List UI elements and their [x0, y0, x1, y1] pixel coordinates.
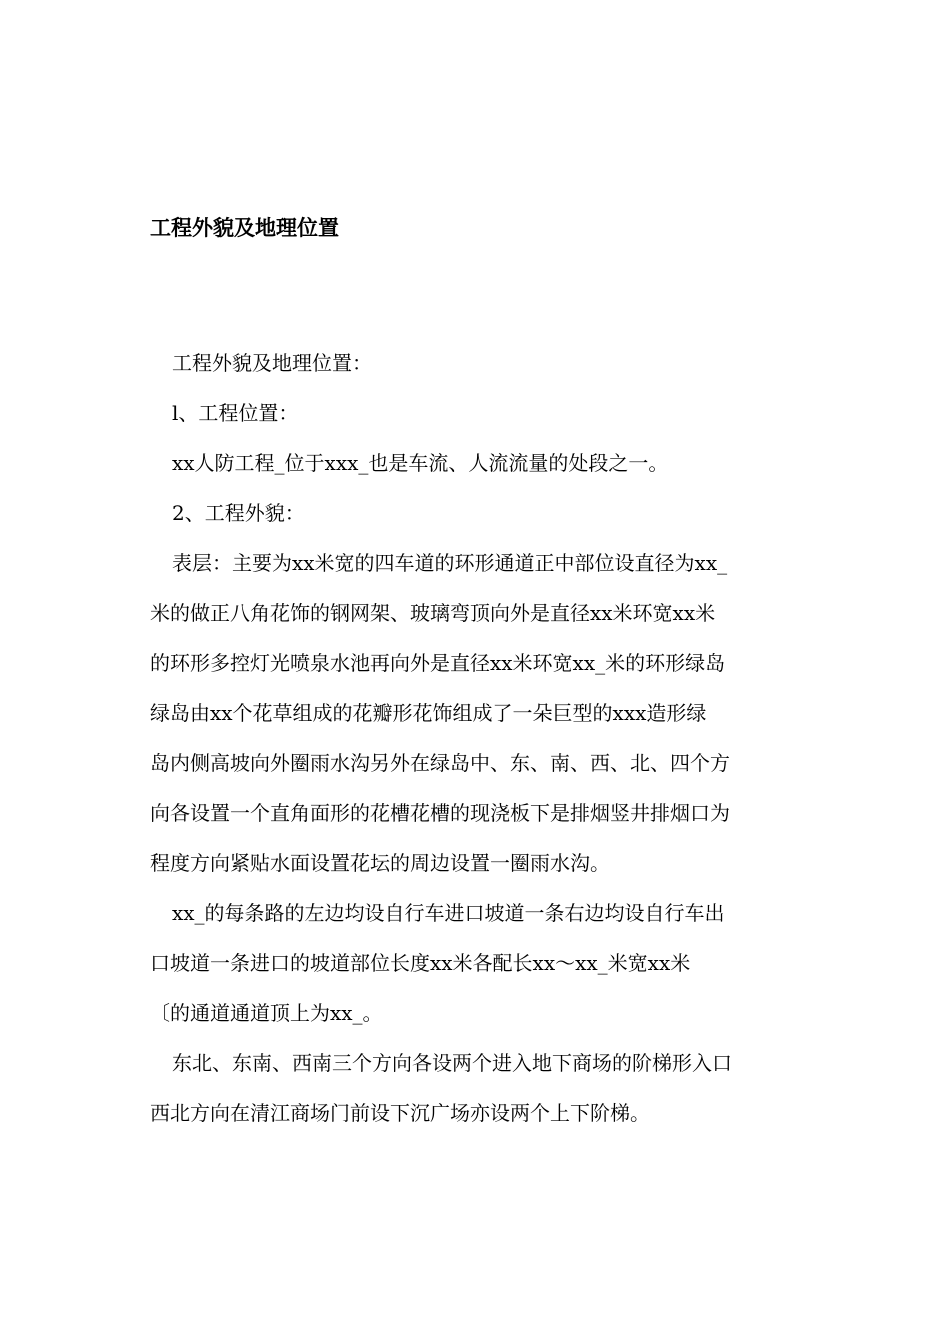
body-line: 东北、东南、西南三个方向各设两个进入地下商场的阶梯形入口 [172, 1051, 732, 1075]
body-line: 口坡道一条进口的坡道部位长度xx米各配长xx～xx_米宽xx米 [150, 951, 691, 975]
body-line: 2、工程外貌： [172, 501, 305, 525]
body-line: 表层：主要为xx米宽的四车道的环形通道正中部位设直径为xx_ [172, 551, 728, 575]
body-line: 程度方向紧贴水面设置花坛的周边设置一圈雨水沟。 [150, 851, 610, 875]
body-line: xx_的每条路的左边均设自行车进口坡道一条右边均设自行车出 [172, 901, 725, 925]
body-line: 绿岛由xx个花草组成的花瓣形花饰组成了一朵巨型的xxx造形绿 [150, 701, 707, 725]
document-title: 工程外貌及地理位置 [150, 215, 339, 240]
body-line: 西北方向在清江商场门前设下沉广场亦设两个上下阶梯。 [150, 1101, 650, 1125]
body-line: xx人防工程_位于xxx_也是车流、人流流量的处段之一。 [172, 451, 669, 475]
body-line: l、工程位置： [172, 401, 299, 425]
body-line: 岛内侧高坡向外圈雨水沟另外在绿岛中、东、南、西、北、四个方 [150, 751, 730, 775]
body-line: 〔的通道通道顶上为xx_。 [150, 1001, 383, 1025]
body-line: 向各设置一个直角面形的花槽花槽的现浇板下是排烟竖井排烟口为 [150, 801, 730, 825]
body-line: 工程外貌及地理位置： [172, 351, 372, 375]
body-line: 米的做正八角花饰的钢网架、玻璃弯顶向外是直径xx米环宽xx米 [150, 601, 716, 625]
body-line: 的环形多控灯光喷泉水池再向外是直径xx米环宽xx_米的环形绿岛 [150, 651, 726, 675]
